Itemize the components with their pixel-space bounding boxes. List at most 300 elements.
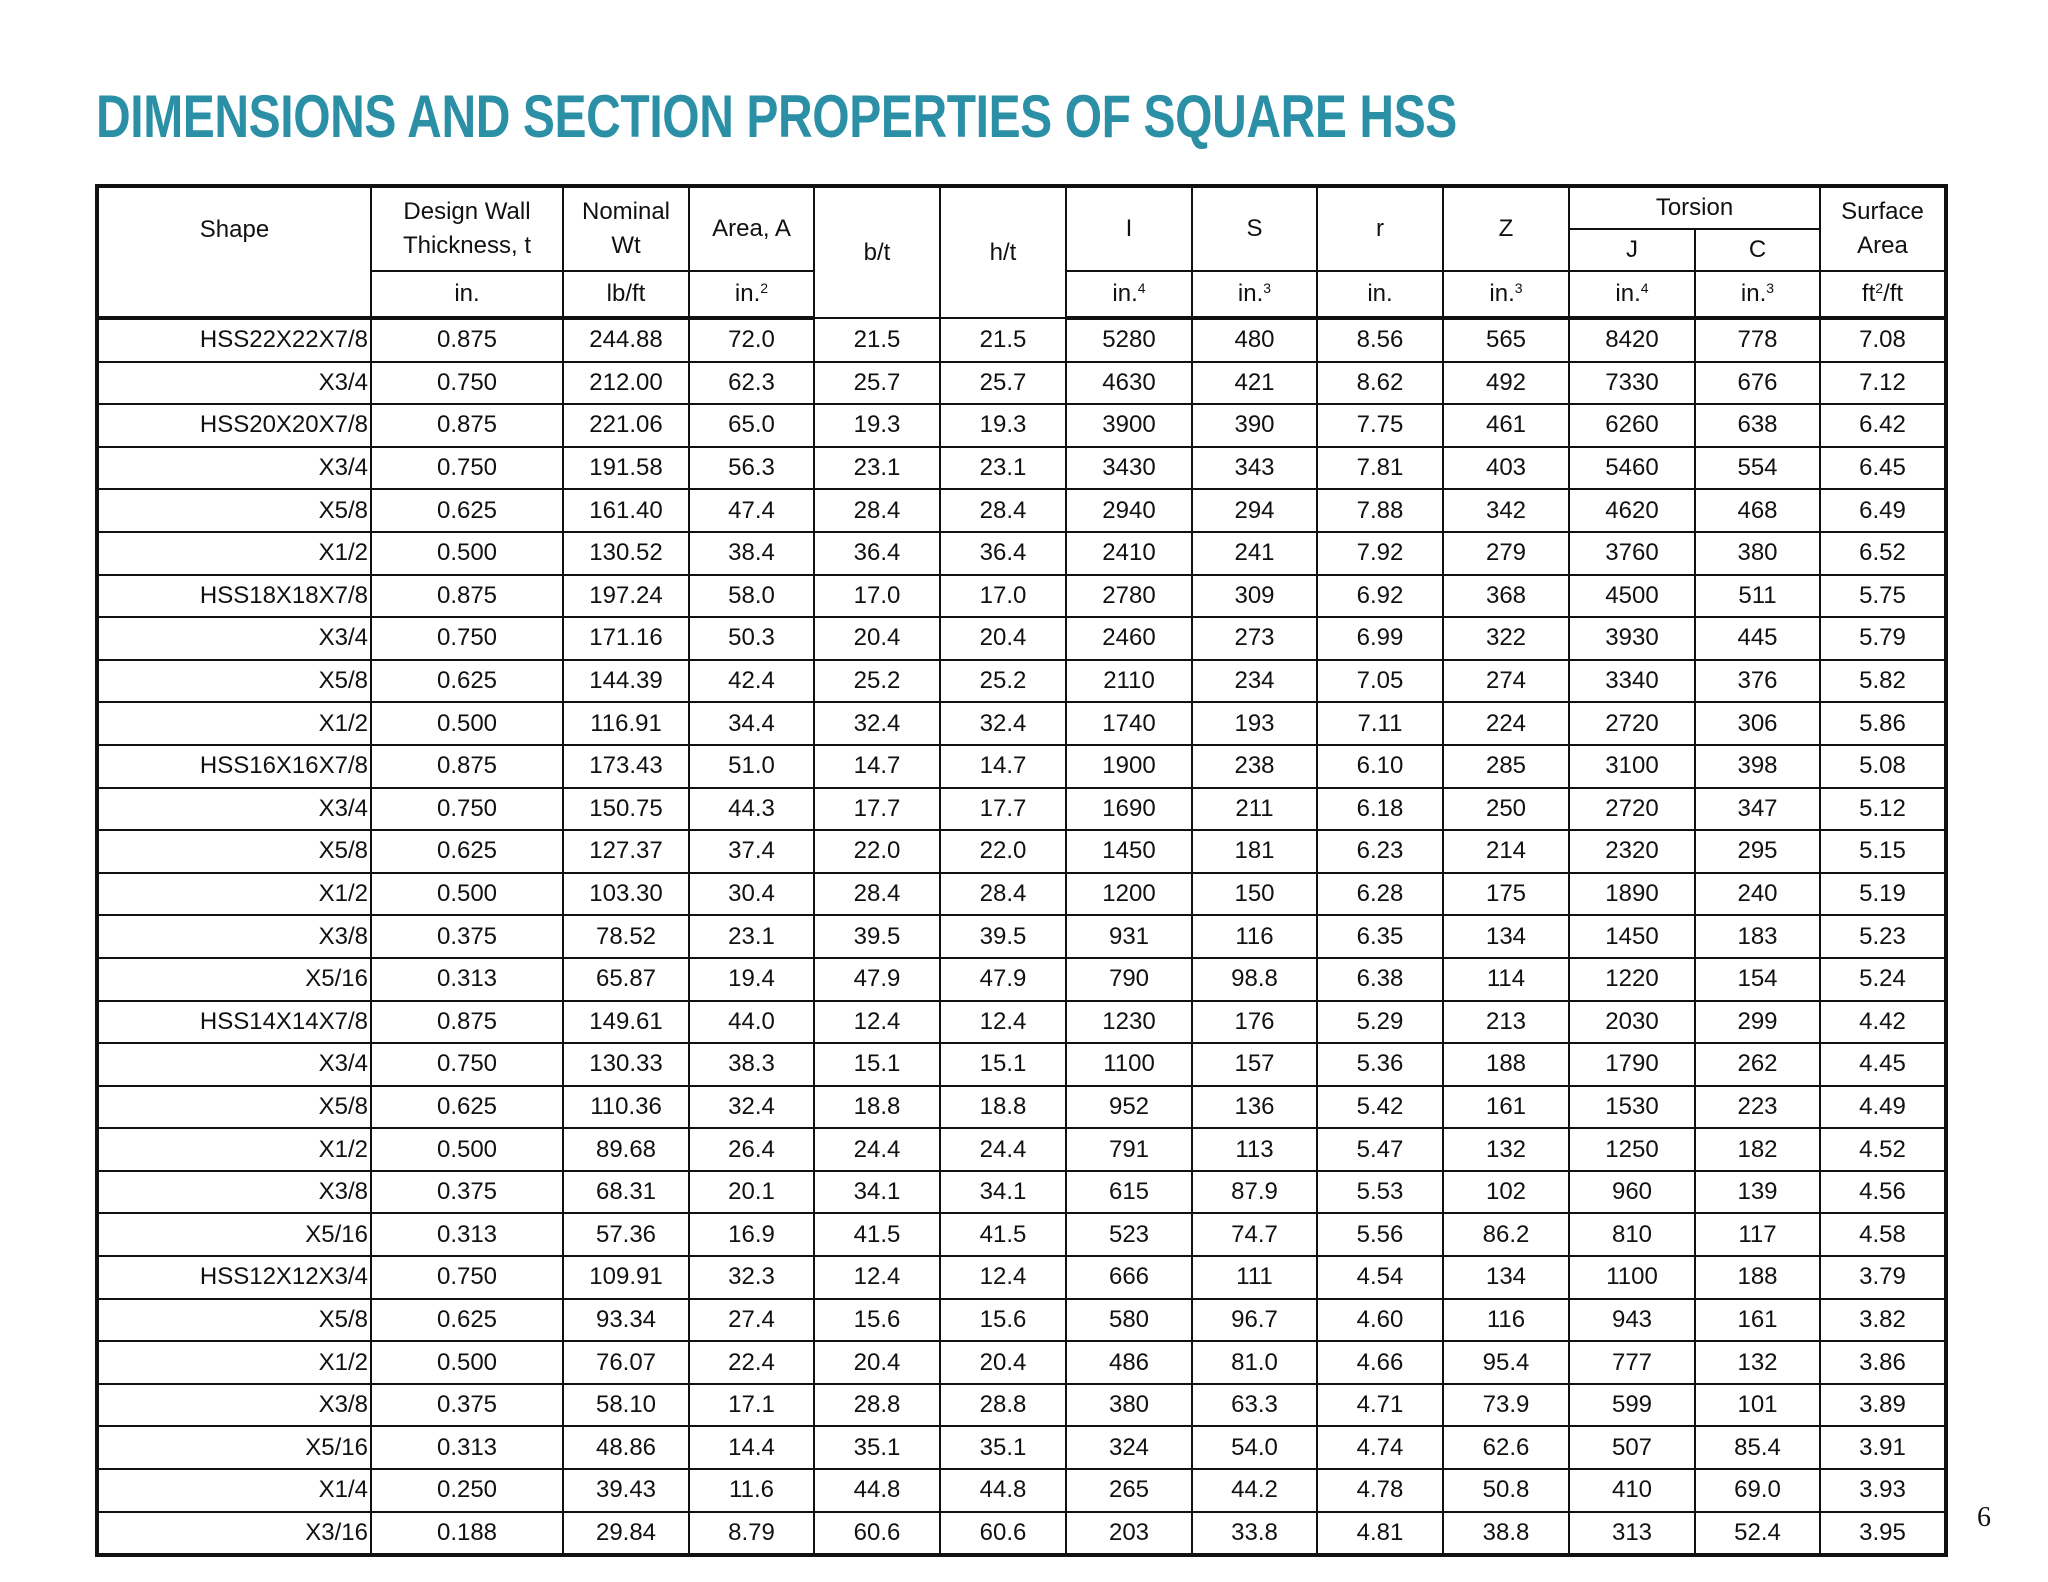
cell-S: 113 xyxy=(1192,1128,1317,1171)
cell-thickness: 0.875 xyxy=(371,404,563,447)
cell-Z: 116 xyxy=(1443,1299,1569,1342)
cell-surface-area: 5.12 xyxy=(1820,788,1946,831)
cell-S: 98.8 xyxy=(1192,958,1317,1001)
cell-S: 480 xyxy=(1192,318,1317,362)
cell-surface-area: 3.93 xyxy=(1820,1469,1946,1512)
cell-r: 5.36 xyxy=(1317,1043,1443,1086)
cell-area: 56.3 xyxy=(689,447,814,490)
cell-C: 223 xyxy=(1695,1086,1820,1129)
cell-r: 8.62 xyxy=(1317,362,1443,405)
cell-C: 376 xyxy=(1695,660,1820,703)
cell-C: 380 xyxy=(1695,532,1820,575)
cell-ht: 34.1 xyxy=(940,1171,1066,1214)
cell-shape: X5/8 xyxy=(97,830,371,873)
cell-nominal-wt: 244.88 xyxy=(563,318,689,362)
unit-thickness: in. xyxy=(371,271,563,318)
table-row xyxy=(97,1128,1946,1171)
cell-I: 1450 xyxy=(1066,830,1192,873)
cell-bt: 23.1 xyxy=(814,447,940,490)
cell-J: 2030 xyxy=(1569,1001,1695,1044)
cell-area: 11.6 xyxy=(689,1469,814,1512)
cell-nominal-wt: 130.33 xyxy=(563,1043,689,1086)
header-J: J xyxy=(1569,229,1695,271)
table-row xyxy=(97,1384,1946,1427)
cell-J: 1250 xyxy=(1569,1128,1695,1171)
cell-J: 1890 xyxy=(1569,873,1695,916)
cell-S: 116 xyxy=(1192,915,1317,958)
cell-surface-area: 7.12 xyxy=(1820,362,1946,405)
cell-S: 390 xyxy=(1192,404,1317,447)
cell-J: 3340 xyxy=(1569,660,1695,703)
cell-ht: 28.8 xyxy=(940,1384,1066,1427)
cell-I: 4630 xyxy=(1066,362,1192,405)
cell-area: 62.3 xyxy=(689,362,814,405)
cell-nominal-wt: 48.86 xyxy=(563,1426,689,1469)
unit-r: in. xyxy=(1317,271,1443,318)
cell-I: 1900 xyxy=(1066,745,1192,788)
cell-surface-area: 4.52 xyxy=(1820,1128,1946,1171)
cell-J: 1530 xyxy=(1569,1086,1695,1129)
cell-nominal-wt: 68.31 xyxy=(563,1171,689,1214)
cell-ht: 22.0 xyxy=(940,830,1066,873)
table-row xyxy=(97,1426,1946,1469)
header-torsion: Torsion xyxy=(1569,186,1820,229)
cell-surface-area: 5.75 xyxy=(1820,575,1946,618)
cell-bt: 12.4 xyxy=(814,1256,940,1299)
cell-r: 6.92 xyxy=(1317,575,1443,618)
cell-bt: 41.5 xyxy=(814,1213,940,1256)
cell-S: 136 xyxy=(1192,1086,1317,1129)
table-row xyxy=(97,489,1946,532)
cell-I: 666 xyxy=(1066,1256,1192,1299)
cell-J: 777 xyxy=(1569,1341,1695,1384)
cell-bt: 44.8 xyxy=(814,1469,940,1512)
cell-r: 4.78 xyxy=(1317,1469,1443,1512)
cell-bt: 28.4 xyxy=(814,873,940,916)
cell-Z: 403 xyxy=(1443,447,1569,490)
cell-C: 778 xyxy=(1695,318,1820,362)
cell-thickness: 0.625 xyxy=(371,830,563,873)
cell-thickness: 0.750 xyxy=(371,617,563,660)
cell-r: 6.23 xyxy=(1317,830,1443,873)
cell-area: 16.9 xyxy=(689,1213,814,1256)
cell-surface-area: 5.82 xyxy=(1820,660,1946,703)
cell-shape: X3/8 xyxy=(97,1171,371,1214)
cell-bt: 34.1 xyxy=(814,1171,940,1214)
cell-r: 6.35 xyxy=(1317,915,1443,958)
cell-shape: X1/2 xyxy=(97,532,371,575)
cell-area: 32.3 xyxy=(689,1256,814,1299)
unit-surface: $ft^2/ft$ xyxy=(1820,271,1946,318)
cell-J: 4500 xyxy=(1569,575,1695,618)
cell-Z: 134 xyxy=(1443,915,1569,958)
cell-S: 81.0 xyxy=(1192,1341,1317,1384)
cell-ht: 44.8 xyxy=(940,1469,1066,1512)
cell-shape: HSS18X18X7/8 xyxy=(97,575,371,618)
cell-J: 5460 xyxy=(1569,447,1695,490)
cell-I: 2460 xyxy=(1066,617,1192,660)
cell-shape: X5/16 xyxy=(97,1213,371,1256)
cell-J: 3100 xyxy=(1569,745,1695,788)
cell-shape: X5/8 xyxy=(97,1299,371,1342)
table-row xyxy=(97,1299,1946,1342)
cell-shape: X5/8 xyxy=(97,660,371,703)
cell-I: 324 xyxy=(1066,1426,1192,1469)
cell-r: 6.38 xyxy=(1317,958,1443,1001)
cell-Z: 213 xyxy=(1443,1001,1569,1044)
cell-S: 193 xyxy=(1192,702,1317,745)
cell-C: 85.4 xyxy=(1695,1426,1820,1469)
cell-r: 5.47 xyxy=(1317,1128,1443,1171)
cell-shape: HSS22X22X7/8 xyxy=(97,318,371,362)
cell-ht: 25.2 xyxy=(940,660,1066,703)
cell-shape: X3/4 xyxy=(97,788,371,831)
cell-C: 262 xyxy=(1695,1043,1820,1086)
cell-surface-area: 4.58 xyxy=(1820,1213,1946,1256)
unit-area: in.$^2$ xyxy=(689,271,814,318)
cell-Z: 250 xyxy=(1443,788,1569,831)
cell-I: 380 xyxy=(1066,1384,1192,1427)
cell-J: 4620 xyxy=(1569,489,1695,532)
cell-thickness: 0.750 xyxy=(371,1043,563,1086)
cell-ht: 32.4 xyxy=(940,702,1066,745)
cell-C: 139 xyxy=(1695,1171,1820,1214)
table-row xyxy=(97,1043,1946,1086)
cell-J: 507 xyxy=(1569,1426,1695,1469)
header-surface-area: Surface Area xyxy=(1820,186,1946,271)
cell-C: 676 xyxy=(1695,362,1820,405)
cell-shape: X3/4 xyxy=(97,617,371,660)
cell-r: 7.81 xyxy=(1317,447,1443,490)
cell-nominal-wt: 103.30 xyxy=(563,873,689,916)
cell-r: 6.10 xyxy=(1317,745,1443,788)
table-row xyxy=(97,1086,1946,1129)
cell-surface-area: 3.82 xyxy=(1820,1299,1946,1342)
cell-surface-area: 5.08 xyxy=(1820,745,1946,788)
cell-thickness: 0.750 xyxy=(371,447,563,490)
cell-surface-area: 3.91 xyxy=(1820,1426,1946,1469)
cell-thickness: 0.500 xyxy=(371,873,563,916)
cell-I: 523 xyxy=(1066,1213,1192,1256)
cell-area: 38.4 xyxy=(689,532,814,575)
cell-S: 74.7 xyxy=(1192,1213,1317,1256)
cell-surface-area: 3.86 xyxy=(1820,1341,1946,1384)
unit-S: in.$^3$ xyxy=(1192,271,1317,318)
table-row xyxy=(97,318,1946,362)
cell-surface-area: 6.49 xyxy=(1820,489,1946,532)
cell-area: 37.4 xyxy=(689,830,814,873)
cell-shape: HSS12X12X3/4 xyxy=(97,1256,371,1299)
cell-S: 44.2 xyxy=(1192,1469,1317,1512)
cell-Z: 492 xyxy=(1443,362,1569,405)
table-row xyxy=(97,1341,1946,1384)
cell-area: 42.4 xyxy=(689,660,814,703)
cell-Z: 114 xyxy=(1443,958,1569,1001)
cell-Z: 50.8 xyxy=(1443,1469,1569,1512)
cell-C: 445 xyxy=(1695,617,1820,660)
cell-I: 2110 xyxy=(1066,660,1192,703)
header-design-wall-thickness: Design Wall Thickness, t xyxy=(371,186,563,271)
table-row xyxy=(97,575,1946,618)
cell-bt: 20.4 xyxy=(814,1341,940,1384)
cell-C: 398 xyxy=(1695,745,1820,788)
header-area: Area, A xyxy=(689,186,814,271)
cell-I: 1690 xyxy=(1066,788,1192,831)
cell-bt: 36.4 xyxy=(814,532,940,575)
header-I: I xyxy=(1066,186,1192,271)
cell-area: 22.4 xyxy=(689,1341,814,1384)
cell-Z: 132 xyxy=(1443,1128,1569,1171)
cell-ht: 28.4 xyxy=(940,489,1066,532)
cell-S: 33.8 xyxy=(1192,1512,1317,1556)
cell-bt: 28.4 xyxy=(814,489,940,532)
cell-S: 241 xyxy=(1192,532,1317,575)
cell-nominal-wt: 65.87 xyxy=(563,958,689,1001)
cell-thickness: 0.375 xyxy=(371,1171,563,1214)
cell-shape: HSS20X20X7/8 xyxy=(97,404,371,447)
cell-Z: 285 xyxy=(1443,745,1569,788)
cell-surface-area: 4.56 xyxy=(1820,1171,1946,1214)
unit-Z: in.$^3$ xyxy=(1443,271,1569,318)
unit-C: in.$^3$ xyxy=(1695,271,1820,318)
cell-I: 203 xyxy=(1066,1512,1192,1556)
cell-thickness: 0.625 xyxy=(371,1299,563,1342)
unit-J: in.$^4$ xyxy=(1569,271,1695,318)
cell-Z: 134 xyxy=(1443,1256,1569,1299)
cell-r: 4.74 xyxy=(1317,1426,1443,1469)
header-S: S xyxy=(1192,186,1317,271)
cell-C: 299 xyxy=(1695,1001,1820,1044)
cell-C: 52.4 xyxy=(1695,1512,1820,1556)
cell-I: 1230 xyxy=(1066,1001,1192,1044)
cell-surface-area: 5.15 xyxy=(1820,830,1946,873)
hss-properties-table xyxy=(95,184,1948,1557)
page-number: 6 xyxy=(1977,1502,1991,1533)
cell-Z: 73.9 xyxy=(1443,1384,1569,1427)
cell-I: 1200 xyxy=(1066,873,1192,916)
cell-J: 1450 xyxy=(1569,915,1695,958)
cell-surface-area: 6.45 xyxy=(1820,447,1946,490)
cell-r: 7.75 xyxy=(1317,404,1443,447)
cell-nominal-wt: 58.10 xyxy=(563,1384,689,1427)
cell-nominal-wt: 127.37 xyxy=(563,830,689,873)
cell-thickness: 0.750 xyxy=(371,1256,563,1299)
cell-nominal-wt: 191.58 xyxy=(563,447,689,490)
cell-shape: X5/16 xyxy=(97,1426,371,1469)
cell-thickness: 0.500 xyxy=(371,702,563,745)
cell-bt: 15.1 xyxy=(814,1043,940,1086)
table-row xyxy=(97,830,1946,873)
cell-I: 615 xyxy=(1066,1171,1192,1214)
cell-S: 343 xyxy=(1192,447,1317,490)
cell-surface-area: 5.19 xyxy=(1820,873,1946,916)
cell-shape: X1/2 xyxy=(97,702,371,745)
cell-S: 87.9 xyxy=(1192,1171,1317,1214)
cell-S: 294 xyxy=(1192,489,1317,532)
cell-I: 3900 xyxy=(1066,404,1192,447)
cell-r: 4.71 xyxy=(1317,1384,1443,1427)
cell-nominal-wt: 171.16 xyxy=(563,617,689,660)
cell-J: 6260 xyxy=(1569,404,1695,447)
cell-area: 51.0 xyxy=(689,745,814,788)
table-row xyxy=(97,915,1946,958)
cell-ht: 47.9 xyxy=(940,958,1066,1001)
cell-r: 5.29 xyxy=(1317,1001,1443,1044)
table-header xyxy=(97,186,1946,318)
cell-S: 309 xyxy=(1192,575,1317,618)
header-r: r xyxy=(1317,186,1443,271)
cell-area: 23.1 xyxy=(689,915,814,958)
cell-C: 154 xyxy=(1695,958,1820,1001)
cell-surface-area: 5.23 xyxy=(1820,915,1946,958)
cell-ht: 15.6 xyxy=(940,1299,1066,1342)
cell-area: 26.4 xyxy=(689,1128,814,1171)
cell-nominal-wt: 149.61 xyxy=(563,1001,689,1044)
cell-area: 19.4 xyxy=(689,958,814,1001)
cell-bt: 47.9 xyxy=(814,958,940,1001)
cell-shape: X1/2 xyxy=(97,873,371,916)
cell-shape: X3/4 xyxy=(97,362,371,405)
cell-ht: 35.1 xyxy=(940,1426,1066,1469)
cell-ht: 25.7 xyxy=(940,362,1066,405)
cell-area: 17.1 xyxy=(689,1384,814,1427)
cell-J: 7330 xyxy=(1569,362,1695,405)
cell-S: 181 xyxy=(1192,830,1317,873)
cell-thickness: 0.375 xyxy=(371,1384,563,1427)
cell-bt: 28.8 xyxy=(814,1384,940,1427)
cell-shape: X1/4 xyxy=(97,1469,371,1512)
header-Z: Z xyxy=(1443,186,1569,271)
cell-I: 791 xyxy=(1066,1128,1192,1171)
unit-shape-blank xyxy=(97,271,371,318)
cell-area: 27.4 xyxy=(689,1299,814,1342)
cell-r: 6.18 xyxy=(1317,788,1443,831)
cell-ht: 14.7 xyxy=(940,745,1066,788)
cell-area: 38.3 xyxy=(689,1043,814,1086)
cell-thickness: 0.875 xyxy=(371,318,563,362)
table-row xyxy=(97,1512,1946,1556)
cell-J: 1100 xyxy=(1569,1256,1695,1299)
cell-surface-area: 6.42 xyxy=(1820,404,1946,447)
table-body xyxy=(97,318,1946,1555)
cell-nominal-wt: 78.52 xyxy=(563,915,689,958)
cell-J: 3930 xyxy=(1569,617,1695,660)
cell-area: 72.0 xyxy=(689,318,814,362)
cell-nominal-wt: 173.43 xyxy=(563,745,689,788)
cell-surface-area: 5.79 xyxy=(1820,617,1946,660)
cell-I: 2410 xyxy=(1066,532,1192,575)
cell-nominal-wt: 212.00 xyxy=(563,362,689,405)
cell-nominal-wt: 57.36 xyxy=(563,1213,689,1256)
cell-thickness: 0.875 xyxy=(371,1001,563,1044)
cell-bt: 12.4 xyxy=(814,1001,940,1044)
cell-nominal-wt: 130.52 xyxy=(563,532,689,575)
cell-J: 8420 xyxy=(1569,318,1695,362)
cell-S: 111 xyxy=(1192,1256,1317,1299)
table-row xyxy=(97,617,1946,660)
header-ht: h/t xyxy=(940,186,1066,318)
cell-I: 1100 xyxy=(1066,1043,1192,1086)
cell-I: 931 xyxy=(1066,915,1192,958)
cell-ht: 20.4 xyxy=(940,1341,1066,1384)
cell-C: 468 xyxy=(1695,489,1820,532)
cell-area: 58.0 xyxy=(689,575,814,618)
cell-ht: 21.5 xyxy=(940,318,1066,362)
cell-Z: 342 xyxy=(1443,489,1569,532)
table-row xyxy=(97,873,1946,916)
cell-Z: 461 xyxy=(1443,404,1569,447)
cell-I: 952 xyxy=(1066,1086,1192,1129)
cell-C: 295 xyxy=(1695,830,1820,873)
cell-surface-area: 5.86 xyxy=(1820,702,1946,745)
cell-nominal-wt: 39.43 xyxy=(563,1469,689,1512)
cell-C: 638 xyxy=(1695,404,1820,447)
cell-J: 1790 xyxy=(1569,1043,1695,1086)
cell-I: 265 xyxy=(1066,1469,1192,1512)
cell-J: 2720 xyxy=(1569,788,1695,831)
cell-I: 5280 xyxy=(1066,318,1192,362)
cell-C: 132 xyxy=(1695,1341,1820,1384)
cell-S: 54.0 xyxy=(1192,1426,1317,1469)
cell-C: 511 xyxy=(1695,575,1820,618)
cell-surface-area: 3.79 xyxy=(1820,1256,1946,1299)
cell-r: 4.60 xyxy=(1317,1299,1443,1342)
cell-shape: X5/8 xyxy=(97,1086,371,1129)
cell-J: 599 xyxy=(1569,1384,1695,1427)
cell-Z: 102 xyxy=(1443,1171,1569,1214)
cell-Z: 224 xyxy=(1443,702,1569,745)
cell-bt: 21.5 xyxy=(814,318,940,362)
cell-Z: 279 xyxy=(1443,532,1569,575)
cell-shape: X3/4 xyxy=(97,447,371,490)
cell-S: 211 xyxy=(1192,788,1317,831)
cell-ht: 23.1 xyxy=(940,447,1066,490)
cell-bt: 17.7 xyxy=(814,788,940,831)
cell-surface-area: 3.95 xyxy=(1820,1512,1946,1556)
cell-nominal-wt: 76.07 xyxy=(563,1341,689,1384)
table-row xyxy=(97,745,1946,788)
cell-shape: HSS14X14X7/8 xyxy=(97,1001,371,1044)
cell-surface-area: 7.08 xyxy=(1820,318,1946,362)
cell-thickness: 0.500 xyxy=(371,532,563,575)
cell-thickness: 0.500 xyxy=(371,1128,563,1171)
cell-r: 6.99 xyxy=(1317,617,1443,660)
cell-C: 347 xyxy=(1695,788,1820,831)
header-nominal-wt: Nominal Wt xyxy=(563,186,689,271)
table-row xyxy=(97,1256,1946,1299)
cell-bt: 39.5 xyxy=(814,915,940,958)
cell-S: 176 xyxy=(1192,1001,1317,1044)
cell-ht: 36.4 xyxy=(940,532,1066,575)
cell-Z: 322 xyxy=(1443,617,1569,660)
cell-ht: 12.4 xyxy=(940,1001,1066,1044)
cell-bt: 35.1 xyxy=(814,1426,940,1469)
cell-J: 960 xyxy=(1569,1171,1695,1214)
header-bt: b/t xyxy=(814,186,940,318)
cell-surface-area: 5.24 xyxy=(1820,958,1946,1001)
table-row xyxy=(97,958,1946,1001)
cell-ht: 24.4 xyxy=(940,1128,1066,1171)
cell-shape: X5/16 xyxy=(97,958,371,1001)
cell-thickness: 0.500 xyxy=(371,1341,563,1384)
cell-r: 5.56 xyxy=(1317,1213,1443,1256)
cell-I: 2940 xyxy=(1066,489,1192,532)
table-row xyxy=(97,1213,1946,1256)
cell-r: 6.28 xyxy=(1317,873,1443,916)
cell-J: 313 xyxy=(1569,1512,1695,1556)
cell-area: 50.3 xyxy=(689,617,814,660)
cell-ht: 15.1 xyxy=(940,1043,1066,1086)
